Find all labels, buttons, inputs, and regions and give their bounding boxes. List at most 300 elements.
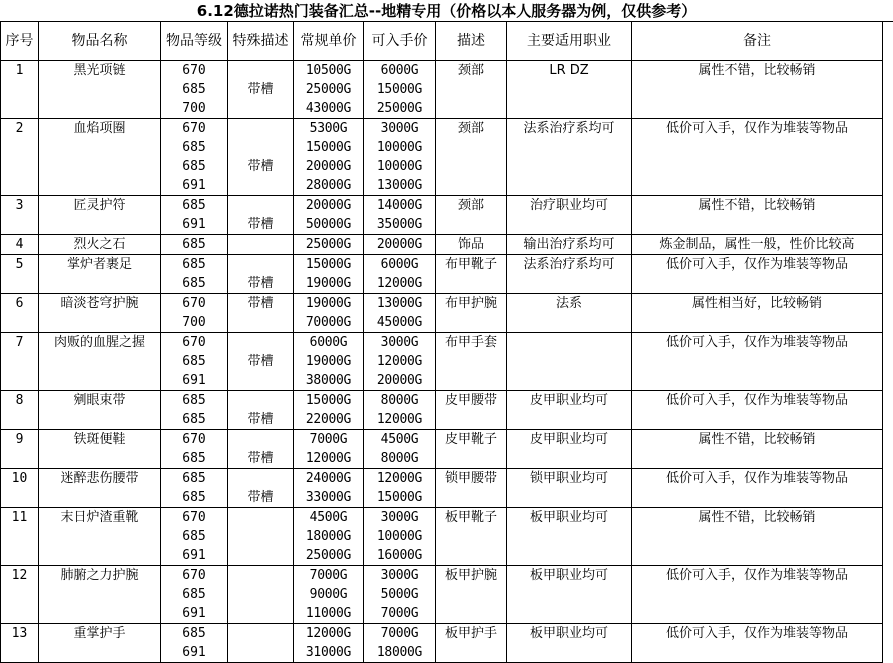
regular-price-cell[interactable]: 10500G [294, 61, 364, 81]
class-cell[interactable] [507, 546, 632, 566]
index-cell[interactable] [1, 215, 39, 235]
buy-price-cell[interactable]: 14000G [364, 196, 436, 216]
slot-desc-cell[interactable]: 颈部 [436, 196, 507, 216]
class-cell[interactable] [507, 449, 632, 469]
item-level-cell[interactable]: 685 [161, 624, 228, 644]
item-name-cell[interactable] [39, 157, 161, 176]
slot-desc-cell[interactable]: 皮甲腰带 [436, 391, 507, 411]
index-cell[interactable] [1, 410, 39, 430]
header-cell[interactable]: 序号 [1, 22, 39, 61]
item-name-cell[interactable]: 黑光项链 [39, 61, 161, 81]
class-cell[interactable] [507, 585, 632, 604]
item-level-cell[interactable]: 670 [161, 294, 228, 314]
class-cell[interactable] [507, 274, 632, 294]
index-cell[interactable]: 10 [1, 469, 39, 489]
special-desc-cell[interactable] [228, 469, 294, 489]
note-cell[interactable] [632, 371, 883, 391]
slot-desc-cell[interactable]: 饰品 [436, 235, 507, 255]
item-name-cell[interactable]: 肉贩的血腥之握 [39, 333, 161, 353]
regular-price-cell[interactable]: 15000G [294, 255, 364, 275]
item-name-cell[interactable]: 末日炉渣重靴 [39, 508, 161, 528]
item-level-cell[interactable]: 685 [161, 469, 228, 489]
item-name-cell[interactable]: 掌炉者裹足 [39, 255, 161, 275]
regular-price-cell[interactable]: 33000G [294, 488, 364, 508]
regular-price-cell[interactable]: 70000G [294, 313, 364, 333]
buy-price-cell[interactable]: 12000G [364, 410, 436, 430]
header-cell[interactable]: 物品名称 [39, 22, 161, 61]
regular-price-cell[interactable]: 6000G [294, 333, 364, 353]
slot-desc-cell[interactable]: 布甲手套 [436, 333, 507, 353]
index-cell[interactable]: 1 [1, 61, 39, 81]
note-cell[interactable] [632, 313, 883, 333]
note-cell[interactable] [632, 527, 883, 546]
item-name-cell[interactable] [39, 527, 161, 546]
regular-price-cell[interactable]: 9000G [294, 585, 364, 604]
item-name-cell[interactable]: 铁斑便鞋 [39, 430, 161, 450]
class-cell[interactable] [507, 410, 632, 430]
index-cell[interactable] [1, 80, 39, 99]
regular-price-cell[interactable]: 28000G [294, 176, 364, 196]
buy-price-cell[interactable]: 18000G [364, 643, 436, 663]
buy-price-cell[interactable]: 3000G [364, 119, 436, 139]
slot-desc-cell[interactable] [436, 274, 507, 294]
item-name-cell[interactable] [39, 274, 161, 294]
item-level-cell[interactable]: 685 [161, 449, 228, 469]
special-desc-cell[interactable] [228, 566, 294, 586]
buy-price-cell[interactable]: 12000G [364, 469, 436, 489]
buy-price-cell[interactable]: 13000G [364, 294, 436, 314]
note-cell[interactable]: 属性不错，比较畅销 [632, 61, 883, 81]
header-cell[interactable]: 常规单价 [294, 22, 364, 61]
slot-desc-cell[interactable]: 颈部 [436, 119, 507, 139]
slot-desc-cell[interactable] [436, 546, 507, 566]
buy-price-cell[interactable]: 8000G [364, 449, 436, 469]
class-cell[interactable]: 皮甲职业均可 [507, 391, 632, 411]
item-name-cell[interactable]: 肺腑之力护腕 [39, 566, 161, 586]
regular-price-cell[interactable]: 25000G [294, 80, 364, 99]
regular-price-cell[interactable]: 7000G [294, 566, 364, 586]
slot-desc-cell[interactable] [436, 138, 507, 157]
special-desc-cell[interactable] [228, 430, 294, 450]
class-cell[interactable] [507, 333, 632, 353]
note-cell[interactable]: 低价可入手，仅作为堆装等物品 [632, 624, 883, 644]
item-level-cell[interactable]: 691 [161, 371, 228, 391]
slot-desc-cell[interactable] [436, 527, 507, 546]
item-name-cell[interactable] [39, 643, 161, 663]
item-level-cell[interactable]: 691 [161, 546, 228, 566]
item-level-cell[interactable]: 685 [161, 274, 228, 294]
index-cell[interactable] [1, 546, 39, 566]
class-cell[interactable]: 板甲职业均可 [507, 508, 632, 528]
index-cell[interactable] [1, 604, 39, 624]
index-cell[interactable] [1, 157, 39, 176]
slot-desc-cell[interactable] [436, 643, 507, 663]
buy-price-cell[interactable]: 8000G [364, 391, 436, 411]
regular-price-cell[interactable]: 12000G [294, 624, 364, 644]
slot-desc-cell[interactable]: 板甲护腕 [436, 566, 507, 586]
class-cell[interactable] [507, 215, 632, 235]
table-row [1, 391, 883, 411]
note-cell[interactable]: 属性相当好，比较畅销 [632, 294, 883, 314]
slot-desc-cell[interactable] [436, 80, 507, 99]
class-cell[interactable]: 法系治疗系均可 [507, 255, 632, 275]
item-level-cell[interactable]: 685 [161, 255, 228, 275]
slot-desc-cell[interactable]: 锁甲腰带 [436, 469, 507, 489]
class-cell[interactable] [507, 352, 632, 371]
item-name-cell[interactable] [39, 215, 161, 235]
class-cell[interactable] [507, 157, 632, 176]
note-cell[interactable] [632, 488, 883, 508]
slot-desc-cell[interactable] [436, 215, 507, 235]
buy-price-cell[interactable]: 15000G [364, 80, 436, 99]
table-row [1, 274, 883, 294]
slot-desc-cell[interactable]: 板甲靴子 [436, 508, 507, 528]
buy-price-cell[interactable]: 20000G [364, 371, 436, 391]
class-cell[interactable] [507, 99, 632, 119]
slot-desc-cell[interactable] [436, 176, 507, 196]
item-level-cell[interactable]: 685 [161, 80, 228, 99]
special-desc-cell[interactable] [228, 371, 294, 391]
item-name-cell[interactable] [39, 488, 161, 508]
regular-price-cell[interactable]: 7000G [294, 430, 364, 450]
class-cell[interactable] [507, 488, 632, 508]
special-desc-cell[interactable]: 带槽 [228, 488, 294, 508]
item-name-cell[interactable]: 血焰项圈 [39, 119, 161, 139]
note-cell[interactable] [632, 80, 883, 99]
special-desc-cell[interactable] [228, 643, 294, 663]
item-level-cell[interactable]: 685 [161, 410, 228, 430]
buy-price-cell[interactable]: 6000G [364, 255, 436, 275]
index-cell[interactable] [1, 527, 39, 546]
item-level-cell[interactable]: 670 [161, 508, 228, 528]
special-desc-cell[interactable]: 带槽 [228, 410, 294, 430]
regular-price-cell[interactable]: 20000G [294, 157, 364, 176]
index-cell[interactable]: 13 [1, 624, 39, 644]
buy-price-cell[interactable]: 45000G [364, 313, 436, 333]
item-level-cell[interactable]: 691 [161, 215, 228, 235]
regular-price-cell[interactable]: 25000G [294, 235, 364, 255]
note-cell[interactable] [632, 604, 883, 624]
class-cell[interactable]: 输出治疗系均可 [507, 235, 632, 255]
slot-desc-cell[interactable] [436, 410, 507, 430]
item-level-cell[interactable]: 670 [161, 61, 228, 81]
buy-price-cell[interactable]: 5000G [364, 585, 436, 604]
note-cell[interactable] [632, 352, 883, 371]
class-cell[interactable]: 皮甲职业均可 [507, 430, 632, 450]
note-cell[interactable] [632, 410, 883, 430]
slot-desc-cell[interactable]: 板甲护手 [436, 624, 507, 644]
regular-price-cell[interactable]: 22000G [294, 410, 364, 430]
item-name-cell[interactable]: 烈火之石 [39, 235, 161, 255]
index-cell[interactable]: 8 [1, 391, 39, 411]
table-row [1, 527, 883, 546]
slot-desc-cell[interactable] [436, 313, 507, 333]
slot-desc-cell[interactable] [436, 371, 507, 391]
note-cell[interactable]: 属性不错，比较畅销 [632, 508, 883, 528]
table-row [1, 333, 883, 353]
note-cell[interactable] [632, 274, 883, 294]
index-cell[interactable] [1, 138, 39, 157]
item-name-cell[interactable] [39, 99, 161, 119]
note-cell[interactable] [632, 215, 883, 235]
header-cell[interactable]: 描述 [436, 22, 507, 61]
buy-price-cell[interactable]: 10000G [364, 157, 436, 176]
slot-desc-cell[interactable]: 皮甲靴子 [436, 430, 507, 450]
index-cell[interactable] [1, 449, 39, 469]
item-level-cell[interactable]: 691 [161, 176, 228, 196]
item-level-cell[interactable]: 685 [161, 352, 228, 371]
special-desc-cell[interactable]: 带槽 [228, 157, 294, 176]
note-cell[interactable] [632, 99, 883, 119]
slot-desc-cell[interactable] [436, 352, 507, 371]
buy-price-cell[interactable]: 25000G [364, 99, 436, 119]
header-cell[interactable]: 物品等级 [161, 22, 228, 61]
regular-price-cell[interactable]: 15000G [294, 138, 364, 157]
regular-price-cell[interactable]: 12000G [294, 449, 364, 469]
buy-price-cell[interactable]: 13000G [364, 176, 436, 196]
note-cell[interactable] [632, 449, 883, 469]
class-cell[interactable]: 板甲职业均可 [507, 566, 632, 586]
index-cell[interactable]: 11 [1, 508, 39, 528]
class-cell[interactable] [507, 80, 632, 99]
note-cell[interactable] [632, 585, 883, 604]
index-cell[interactable] [1, 371, 39, 391]
item-name-cell[interactable] [39, 546, 161, 566]
special-desc-cell[interactable] [228, 508, 294, 528]
buy-price-cell[interactable]: 7000G [364, 624, 436, 644]
regular-price-cell[interactable]: 50000G [294, 215, 364, 235]
class-cell[interactable]: 治疗职业均可 [507, 196, 632, 216]
item-name-cell[interactable]: 匠灵护符 [39, 196, 161, 216]
buy-price-cell[interactable]: 20000G [364, 235, 436, 255]
index-cell[interactable] [1, 274, 39, 294]
special-desc-cell[interactable]: 带槽 [228, 215, 294, 235]
slot-desc-cell[interactable] [436, 157, 507, 176]
special-desc-cell[interactable] [228, 235, 294, 255]
buy-price-cell[interactable]: 16000G [364, 546, 436, 566]
special-desc-cell[interactable] [228, 604, 294, 624]
class-cell[interactable] [507, 371, 632, 391]
item-name-cell[interactable]: 迷醉悲伤腰带 [39, 469, 161, 489]
table-row [1, 61, 883, 81]
class-cell[interactable]: 法系治疗系均可 [507, 119, 632, 139]
buy-price-cell[interactable]: 3000G [364, 508, 436, 528]
regular-price-cell[interactable]: 11000G [294, 604, 364, 624]
regular-price-cell[interactable]: 31000G [294, 643, 364, 663]
slot-desc-cell[interactable]: 布甲靴子 [436, 255, 507, 275]
special-desc-cell[interactable]: 带槽 [228, 449, 294, 469]
item-level-cell[interactable]: 685 [161, 527, 228, 546]
note-cell[interactable]: 属性不错，比较畅销 [632, 430, 883, 450]
item-level-cell[interactable]: 670 [161, 566, 228, 586]
special-desc-cell[interactable] [228, 255, 294, 275]
class-cell[interactable] [507, 527, 632, 546]
note-cell[interactable]: 属性不错，比较畅销 [632, 196, 883, 216]
class-cell[interactable]: LR DZ [507, 61, 632, 81]
slot-desc-cell[interactable] [436, 585, 507, 604]
special-desc-cell[interactable] [228, 624, 294, 644]
buy-price-cell[interactable]: 3000G [364, 333, 436, 353]
item-level-cell[interactable]: 685 [161, 157, 228, 176]
class-cell[interactable] [507, 643, 632, 663]
buy-price-cell[interactable]: 6000G [364, 61, 436, 81]
note-cell[interactable]: 低价可入手，仅作为堆装等物品 [632, 566, 883, 586]
item-level-cell[interactable]: 691 [161, 643, 228, 663]
buy-price-cell[interactable]: 35000G [364, 215, 436, 235]
special-desc-cell[interactable] [228, 196, 294, 216]
table-row [1, 99, 883, 119]
class-cell[interactable] [507, 604, 632, 624]
header-cell[interactable]: 特殊描述 [228, 22, 294, 61]
regular-price-cell[interactable]: 19000G [294, 274, 364, 294]
regular-price-cell[interactable]: 24000G [294, 469, 364, 489]
buy-price-cell[interactable]: 15000G [364, 488, 436, 508]
regular-price-cell[interactable]: 4500G [294, 508, 364, 528]
special-desc-cell[interactable]: 带槽 [228, 80, 294, 99]
note-cell[interactable]: 低价可入手，仅作为堆装等物品 [632, 469, 883, 489]
item-name-cell[interactable] [39, 604, 161, 624]
item-level-cell[interactable]: 685 [161, 488, 228, 508]
buy-price-cell[interactable]: 12000G [364, 274, 436, 294]
item-name-cell[interactable]: 重掌护手 [39, 624, 161, 644]
note-cell[interactable]: 低价可入手，仅作为堆装等物品 [632, 119, 883, 139]
item-level-cell[interactable]: 685 [161, 585, 228, 604]
index-cell[interactable] [1, 176, 39, 196]
regular-price-cell[interactable]: 5300G [294, 119, 364, 139]
buy-price-cell[interactable]: 10000G [364, 138, 436, 157]
special-desc-cell[interactable]: 带槽 [228, 274, 294, 294]
special-desc-cell[interactable] [228, 176, 294, 196]
index-cell[interactable]: 6 [1, 294, 39, 314]
item-name-cell[interactable] [39, 585, 161, 604]
special-desc-cell[interactable] [228, 99, 294, 119]
table-row [1, 371, 883, 391]
item-level-cell[interactable]: 670 [161, 333, 228, 353]
note-cell[interactable] [632, 643, 883, 663]
note-cell[interactable] [632, 546, 883, 566]
item-level-cell[interactable]: 700 [161, 313, 228, 333]
special-desc-cell[interactable] [228, 546, 294, 566]
regular-price-cell[interactable]: 18000G [294, 527, 364, 546]
item-name-cell[interactable] [39, 80, 161, 99]
regular-price-cell[interactable]: 19000G [294, 294, 364, 314]
index-cell[interactable] [1, 352, 39, 371]
special-desc-cell[interactable] [228, 333, 294, 353]
table-row [1, 624, 883, 644]
note-cell[interactable] [632, 138, 883, 157]
regular-price-cell[interactable]: 19000G [294, 352, 364, 371]
buy-price-cell[interactable]: 4500G [364, 430, 436, 450]
regular-price-cell[interactable]: 15000G [294, 391, 364, 411]
note-cell[interactable]: 炼金制品，属性一般，性价比较高 [632, 235, 883, 255]
special-desc-cell[interactable] [228, 119, 294, 139]
regular-price-cell[interactable]: 25000G [294, 546, 364, 566]
index-cell[interactable]: 3 [1, 196, 39, 216]
header-cell[interactable]: 备注 [632, 22, 883, 61]
index-cell[interactable] [1, 643, 39, 663]
regular-price-cell[interactable]: 20000G [294, 196, 364, 216]
slot-desc-cell[interactable] [436, 488, 507, 508]
note-cell[interactable] [632, 157, 883, 176]
item-level-cell[interactable]: 685 [161, 235, 228, 255]
buy-price-cell[interactable]: 3000G [364, 566, 436, 586]
buy-price-cell[interactable]: 10000G [364, 527, 436, 546]
item-name-cell[interactable] [39, 449, 161, 469]
note-cell[interactable]: 低价可入手，仅作为堆装等物品 [632, 255, 883, 275]
item-level-cell[interactable]: 670 [161, 430, 228, 450]
buy-price-cell[interactable]: 12000G [364, 352, 436, 371]
item-name-cell[interactable] [39, 352, 161, 371]
slot-desc-cell[interactable] [436, 604, 507, 624]
header-cell[interactable]: 主要适用职业 [507, 22, 632, 61]
index-cell[interactable]: 7 [1, 333, 39, 353]
table-row [1, 449, 883, 469]
index-cell[interactable]: 4 [1, 235, 39, 255]
regular-price-cell[interactable]: 38000G [294, 371, 364, 391]
index-cell[interactable] [1, 99, 39, 119]
special-desc-cell[interactable] [228, 585, 294, 604]
special-desc-cell[interactable]: 带槽 [228, 352, 294, 371]
class-cell[interactable]: 锁甲职业均可 [507, 469, 632, 489]
class-cell[interactable] [507, 138, 632, 157]
item-name-cell[interactable]: 剜眼束带 [39, 391, 161, 411]
table-row [1, 176, 883, 196]
index-cell[interactable]: 12 [1, 566, 39, 586]
slot-desc-cell[interactable] [436, 99, 507, 119]
item-level-cell[interactable]: 670 [161, 119, 228, 139]
item-level-cell[interactable]: 691 [161, 604, 228, 624]
index-cell[interactable]: 9 [1, 430, 39, 450]
item-level-cell[interactable]: 685 [161, 391, 228, 411]
index-cell[interactable] [1, 488, 39, 508]
table-row [1, 352, 883, 371]
header-cell[interactable]: 可入手价 [364, 22, 436, 61]
buy-price-cell[interactable]: 7000G [364, 604, 436, 624]
item-level-cell[interactable]: 685 [161, 138, 228, 157]
special-desc-cell[interactable]: 带槽 [228, 294, 294, 314]
regular-price-cell[interactable]: 43000G [294, 99, 364, 119]
special-desc-cell[interactable] [228, 61, 294, 81]
index-cell[interactable]: 2 [1, 119, 39, 139]
slot-desc-cell[interactable]: 颈部 [436, 61, 507, 81]
slot-desc-cell[interactable] [436, 449, 507, 469]
item-name-cell[interactable] [39, 371, 161, 391]
special-desc-cell[interactable] [228, 391, 294, 411]
item-name-cell[interactable] [39, 138, 161, 157]
note-cell[interactable]: 低价可入手，仅作为堆装等物品 [632, 333, 883, 353]
special-desc-cell[interactable] [228, 138, 294, 157]
item-name-cell[interactable] [39, 313, 161, 333]
item-name-cell[interactable] [39, 176, 161, 196]
table-row [1, 643, 883, 663]
index-cell[interactable] [1, 313, 39, 333]
index-cell[interactable] [1, 585, 39, 604]
class-cell[interactable]: 法系 [507, 294, 632, 314]
item-level-cell[interactable]: 685 [161, 196, 228, 216]
class-cell[interactable] [507, 313, 632, 333]
item-name-cell[interactable] [39, 410, 161, 430]
special-desc-cell[interactable] [228, 313, 294, 333]
slot-desc-cell[interactable]: 布甲护腕 [436, 294, 507, 314]
class-cell[interactable]: 板甲职业均可 [507, 624, 632, 644]
note-cell[interactable]: 低价可入手，仅作为堆装等物品 [632, 391, 883, 411]
special-desc-cell[interactable] [228, 527, 294, 546]
item-level-cell[interactable]: 700 [161, 99, 228, 119]
note-cell[interactable] [632, 176, 883, 196]
class-cell[interactable] [507, 176, 632, 196]
index-cell[interactable]: 5 [1, 255, 39, 275]
item-name-cell[interactable]: 暗淡苍穹护腕 [39, 294, 161, 314]
